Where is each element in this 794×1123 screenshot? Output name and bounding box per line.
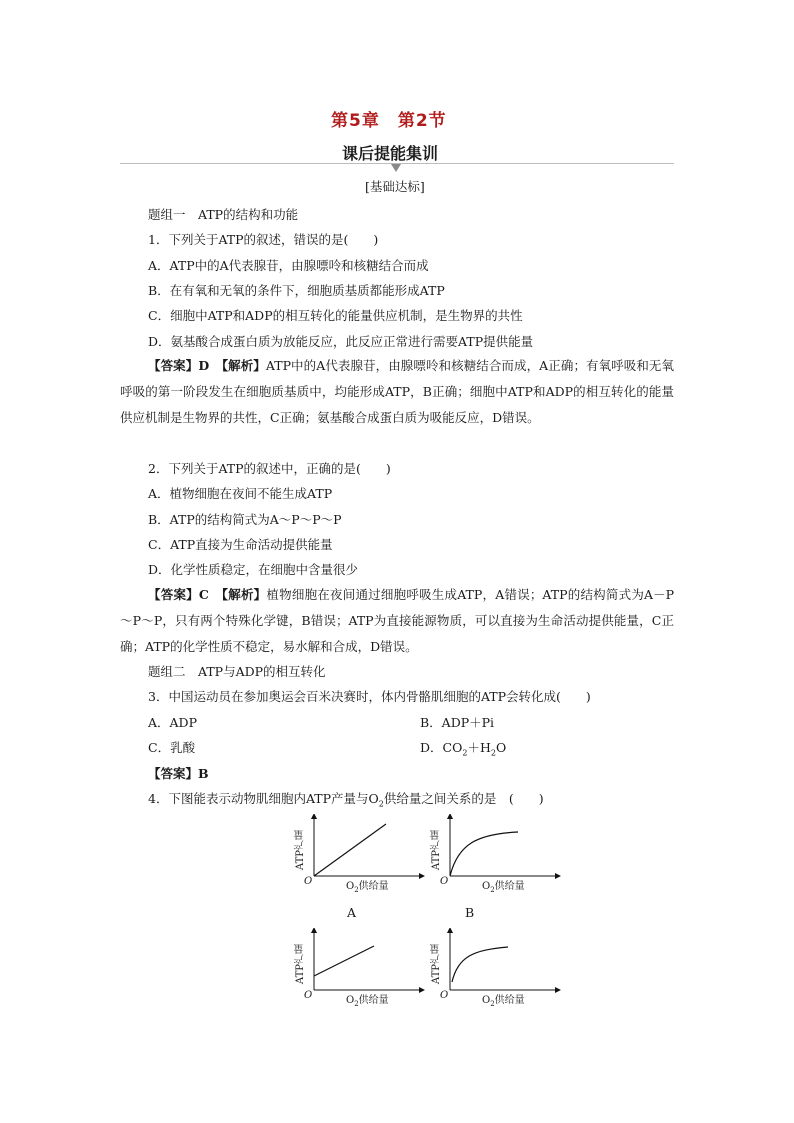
origin-label: O [304,990,313,1001]
graph-d [432,928,562,1014]
curve [452,947,508,982]
y-axis-label: ATP产量 [431,944,442,985]
chapter-title: 第5章 第2节 [331,111,447,131]
x-label-post: 供给量 [494,995,525,1006]
q4-stem-post: 供给量之间关系的是 ( ) [383,791,544,806]
x-label-post: 供给量 [358,881,389,892]
q3-opt-d-pre: D．CO [420,740,463,755]
q4-stem-sub: 2 [378,799,384,809]
x-axis-label [346,995,389,1010]
q2-answer-label: 【答案】C 【解析】 [148,587,267,602]
origin-label: O [304,876,313,887]
group1-title: 题组一 ATP的结构和功能 [148,207,299,222]
page-subtitle: 课后提能集训 [342,144,439,163]
q3-option-a: A．ADP [148,715,197,730]
origin-label: O [440,990,449,1001]
y-axis-label: ATP产量 [295,944,306,985]
q2-answer-text: 植物细胞在夜间通过细胞呼吸生成ATP，A错误；ATP的结构简式为A－P～P～P，只有两个特殊化学键，B错误；ATP为直接能源物质，可以直接为生命活动提供能量，C正确；ATP的化学性质不稳定，易水解和合成，D错误。 [120,587,674,654]
x-label-pre: O [482,881,491,892]
q2-option-d: D．化学性质稳定，在细胞中含量很少 [148,562,359,577]
x-label-sub: 2 [354,1000,359,1008]
q2-option-c: C．ATP直接为生命活动提供能量 [148,537,333,552]
x-label-sub: 2 [354,886,359,894]
x-axis-label [346,881,389,896]
q3-opt-d-post: O [495,740,507,755]
q4-stem [148,790,544,814]
q1-answer-text: ATP中的A代表腺苷，由腺嘌呤和核糖结合而成，A正确；有氧呼吸和无氧呼吸的第一阶段发生在细胞质基质中，均能形成ATP，B正确；细胞中ATP和ADP的相互转化的能量供应机制是生物界的共性，C正确；氨基酸合成蛋白质为吸能反应，D错误。 [120,358,674,425]
x-label-pre: O [482,995,491,1006]
q4-stem-pre: 4．下图能表示动物肌细胞内ATP产量与O [148,791,379,806]
graph-a [296,814,426,900]
q2-option-b: B．ATP的结构简式为A～P～P～P [148,512,342,527]
q3-opt-d-mid: ＋H [467,740,491,755]
graph-b [432,814,562,900]
q1-option-a: A．ATP中的A代表腺苷，由腺嘌呤和核糖结合而成 [148,258,429,273]
curve [314,946,374,976]
graph-c [296,928,426,1014]
q3-answer: 【答案】B [148,766,209,781]
x-label-sub: 2 [490,886,495,894]
x-label-pre: O [346,995,355,1006]
group2-title: 题组二 ATP与ADP的相互转化 [148,664,326,679]
q3-stem: 3．中国运动员在参加奥运会百米决赛时，体内骨骼肌细胞的ATP会转化成( ) [148,689,591,704]
q3-option-c: C．乳酸 [148,740,196,755]
q2-option-a: A．植物细胞在夜间不能生成ATP [148,486,333,501]
x-label-sub: 2 [490,1000,495,1008]
q1-option-b: B．在有氧和无氧的条件下，细胞质基质都能形成ATP [148,283,445,298]
down-triangle-icon [391,164,401,172]
graph-a-letter: A [347,905,357,920]
origin-label: O [440,876,449,887]
x-label-pre: O [346,881,355,892]
q3-option-d [420,739,506,763]
q1-answer-label: 【答案】D 【解析】 [148,358,266,373]
section-label: [基础达标] [365,179,425,194]
x-axis-label [482,995,525,1010]
q3-opt-d-sub1: 2 [462,748,468,758]
q1-stem: 1．下列关于ATP的叙述，错误的是( ) [148,232,379,247]
y-axis-label: ATP产量 [295,830,306,871]
curve [314,824,386,876]
y-axis-label: ATP产量 [431,830,442,871]
graph-b-letter: B [465,905,475,920]
x-axis-label [482,881,525,896]
q2-answer [120,582,674,660]
x-label-post: 供给量 [358,995,389,1006]
q3-option-b: B．ADP＋Pi [420,715,495,730]
curve [450,832,518,876]
q2-stem: 2．下列关于ATP的叙述中，正确的是( ) [148,461,391,476]
q1-option-d: D．氨基酸合成蛋白质为放能反应，此反应正常进行需要ATP提供能量 [148,334,534,349]
x-label-post: 供给量 [494,881,525,892]
q1-option-c: C．细胞中ATP和ADP的相互转化的能量供应机制，是生物界的共性 [148,308,523,323]
q3-opt-d-sub2: 2 [490,748,496,758]
q1-answer [120,353,674,431]
